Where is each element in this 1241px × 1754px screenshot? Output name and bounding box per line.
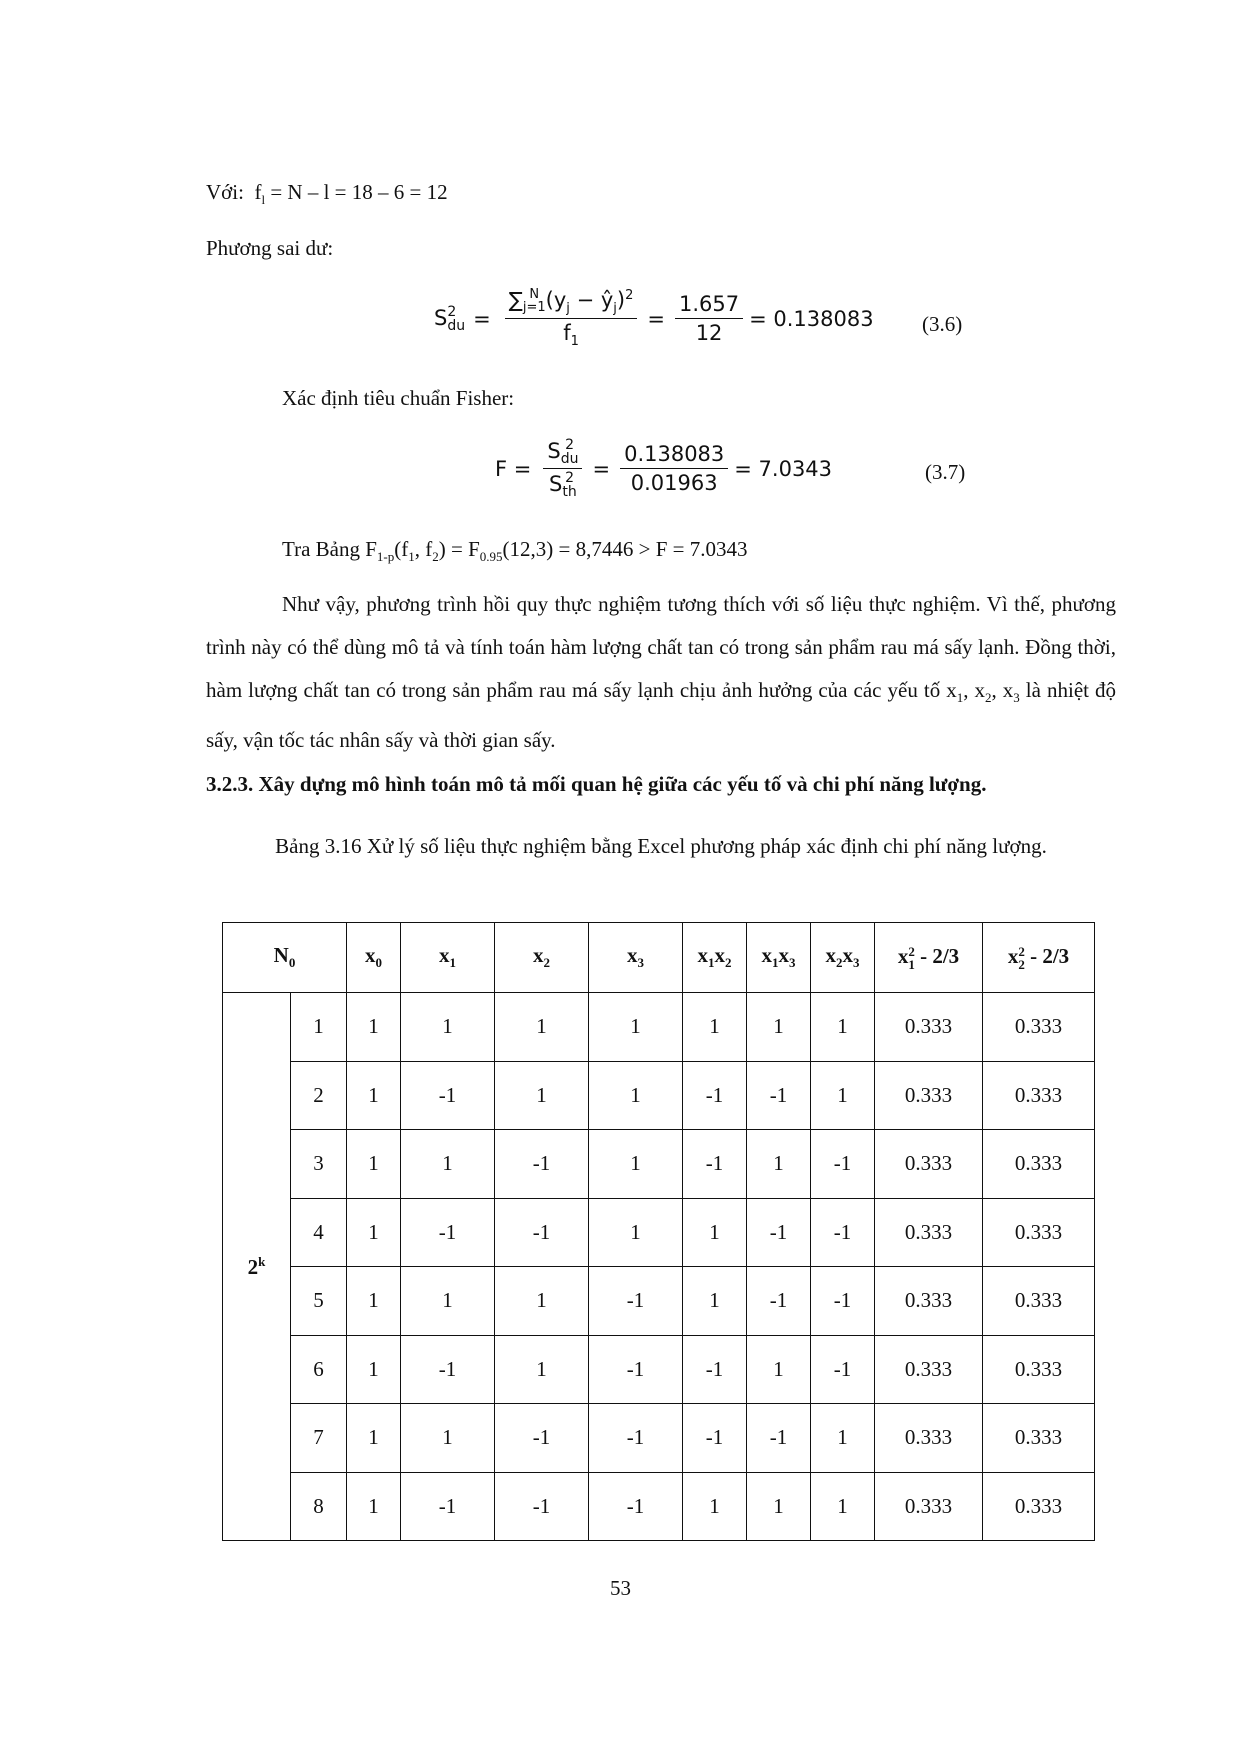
table-cell: 1 xyxy=(347,1198,401,1267)
table-cell: 1 xyxy=(347,1061,401,1130)
table-cell: 0.333 xyxy=(875,1198,983,1267)
degrees-of-freedom-line xyxy=(206,180,448,208)
table-cell: -1 xyxy=(401,1335,495,1404)
residual-variance-label: Phương sai dư: xyxy=(206,236,334,260)
table-cell: -1 xyxy=(683,1061,747,1130)
table-cell: -1 xyxy=(495,1404,589,1473)
with-rest: = N – l = 18 – 6 = 12 xyxy=(265,180,448,204)
table-cell: 0.333 xyxy=(875,1472,983,1541)
table-cell: 0.333 xyxy=(983,1335,1095,1404)
table-cell: -1 xyxy=(589,1472,683,1541)
header-x1-squared: x 2 1 - 2/3 xyxy=(875,923,983,993)
table-cell: 1 xyxy=(347,1472,401,1541)
table-cell: 1 xyxy=(495,993,589,1062)
eq36-fraction-values: $\frac{1.657}{12}$ xyxy=(675,292,743,345)
table-cell: -1 xyxy=(683,1335,747,1404)
header-x0: $x_0$ xyxy=(347,923,401,993)
table-cell: 0.333 xyxy=(983,1267,1095,1336)
table-cell: 1 xyxy=(811,1061,875,1130)
equation-3-6: S 2 du = ∑ N j=1 ($y_j$ − $ŷ_j)^2$ $f_1$ = $\frac{1.657}{12}$ = 0.138083 xyxy=(434,287,874,350)
table-cell: 5 xyxy=(291,1267,347,1336)
table-cell: 1 xyxy=(747,1472,811,1541)
table-cell: 0.333 xyxy=(875,1404,983,1473)
eq37-lhs: F = xyxy=(495,456,532,481)
table-cell: -1 xyxy=(495,1198,589,1267)
table-cell: 4 xyxy=(291,1198,347,1267)
table-cell: -1 xyxy=(811,1130,875,1199)
section-heading-3-2-3: 3.2.3. Xây dựng mô hình toán mô tả mối quan hệ giữa các yếu tố và chi phí năng lượng. xyxy=(206,772,987,796)
header-x1: $x_1$ xyxy=(401,923,495,993)
table-row xyxy=(223,1130,1095,1199)
with-formula: f xyxy=(254,180,262,204)
table-cell: 0.333 xyxy=(983,1472,1095,1541)
table-cell: 0.333 xyxy=(875,1335,983,1404)
table-cell: 1 xyxy=(683,1198,747,1267)
table-cell: 1 xyxy=(747,993,811,1062)
with-sub: l xyxy=(261,192,266,208)
table-cell: -1 xyxy=(747,1404,811,1473)
table-cell: -1 xyxy=(495,1472,589,1541)
table-cell: 1 xyxy=(347,1267,401,1336)
table-cell: 1 xyxy=(495,1267,589,1336)
table-row xyxy=(223,993,1095,1062)
table-cell: 1 xyxy=(347,993,401,1062)
table-row xyxy=(223,1404,1095,1473)
table-cell: 1 xyxy=(747,1335,811,1404)
table-cell: 1 xyxy=(401,1404,495,1473)
table-cell: 1 xyxy=(347,1404,401,1473)
equation-label-3-7: (3.7) xyxy=(925,460,966,484)
conclusion-paragraph: Như vậy, phương trình hồi quy thực nghiệm tương thích với số liệu thực nghiệm. Vì thế, phương trình này có thể dùng mô tả và tính toán hàm lượng chất tan có trong sản phẩm rau má sấy lạnh. Đồng thời, hàm lượng chất tan có trong sản phẩm rau má sấy lạnh chịu ảnh hưởng của các yếu tố $x_1$, $x_2$, $x_3$ là nhiệt độ sấy, vận tốc tác nhân sấy và thời gian sấy. xyxy=(206,592,1117,753)
table-cell: -1 xyxy=(589,1335,683,1404)
equation-3-7: F = S 2 du S 2 th = $\frac{0.138083}{0.01963}$ = 7.0343 xyxy=(495,437,833,500)
table-row xyxy=(223,1335,1095,1404)
table-cell: 2 xyxy=(291,1061,347,1130)
table-cell: 1 xyxy=(495,1335,589,1404)
table-cell: 0.333 xyxy=(983,1061,1095,1130)
table-cell: -1 xyxy=(683,1404,747,1473)
table-cell: -1 xyxy=(811,1267,875,1336)
table-cell: -1 xyxy=(401,1472,495,1541)
table-cell: -1 xyxy=(747,1267,811,1336)
table-cell: 7 xyxy=(291,1404,347,1473)
table-cell: 1 xyxy=(811,1404,875,1473)
experiment-data-table xyxy=(222,922,1095,1541)
table-header-row xyxy=(223,923,1095,993)
table-cell: 1 xyxy=(347,1335,401,1404)
table-cell: -1 xyxy=(683,1130,747,1199)
header-x2-squared: x 2 2 - 2/3 xyxy=(983,923,1095,993)
table-cell: 0.333 xyxy=(875,1130,983,1199)
table-cell: 1 xyxy=(291,993,347,1062)
table-cell: 1 xyxy=(401,1267,495,1336)
header-n0: $N_0$ xyxy=(223,923,347,993)
table-cell: 8 xyxy=(291,1472,347,1541)
table-cell: 1 xyxy=(401,1130,495,1199)
header-x2: $x_2$ xyxy=(495,923,589,993)
eq36-result: = 0.138083 xyxy=(749,306,874,331)
table-row xyxy=(223,1198,1095,1267)
eq36-fraction-main: ∑ N j=1 ($y_j$ − $ŷ_j)^2$ $f_1$ xyxy=(505,288,638,349)
table-caption: Bảng 3.16 Xử lý số liệu thực nghiệm bằng Excel phương pháp xác định chi phí năng lượng. xyxy=(275,834,1047,858)
page-number: 53 xyxy=(610,1576,631,1600)
header-x1x3: $x_1x_3$ xyxy=(747,923,811,993)
table-row xyxy=(223,1472,1095,1541)
table-row xyxy=(223,1061,1095,1130)
table-cell: 1 xyxy=(683,1472,747,1541)
table-cell: 1 xyxy=(811,1472,875,1541)
table-cell: 1 xyxy=(589,1198,683,1267)
table-cell: 1 xyxy=(401,993,495,1062)
table-cell: 0.333 xyxy=(875,1267,983,1336)
table-cell: 1 xyxy=(589,1061,683,1130)
table-cell: -1 xyxy=(811,1335,875,1404)
table-cell: -1 xyxy=(495,1130,589,1199)
table-cell: 6 xyxy=(291,1335,347,1404)
eq37-fraction-values: $\frac{0.138083}{0.01963}$ xyxy=(620,442,728,495)
equation-label-3-6: (3.6) xyxy=(922,312,963,336)
table-cell: 1 xyxy=(683,993,747,1062)
table-cell: -1 xyxy=(401,1198,495,1267)
table-cell: -1 xyxy=(747,1061,811,1130)
group-label-2k: 2$^k$ xyxy=(223,993,291,1541)
table-cell: -1 xyxy=(811,1198,875,1267)
header-x1x2: $x_1x_2$ xyxy=(683,923,747,993)
table-cell: -1 xyxy=(401,1061,495,1130)
table-cell: 1 xyxy=(747,1130,811,1199)
table-cell: 0.333 xyxy=(983,1404,1095,1473)
header-x2x3: $x_2x_3$ xyxy=(811,923,875,993)
table-row xyxy=(223,1267,1095,1336)
eq37-result: = 7.0343 xyxy=(734,456,833,481)
eq37-fraction-main: S 2 du S 2 th xyxy=(543,438,582,499)
table-cell: 1 xyxy=(589,993,683,1062)
table-cell: 0.333 xyxy=(983,993,1095,1062)
table-cell: 1 xyxy=(811,993,875,1062)
table-cell: 1 xyxy=(589,1130,683,1199)
table-cell: 0.333 xyxy=(983,1130,1095,1199)
with-prefix: Với: xyxy=(206,180,244,204)
table-cell: 1 xyxy=(683,1267,747,1336)
table-cell: 0.333 xyxy=(875,993,983,1062)
header-x3: $x_3$ xyxy=(589,923,683,993)
table-cell: 0.333 xyxy=(983,1198,1095,1267)
table-cell: -1 xyxy=(589,1404,683,1473)
fisher-criterion-label: Xác định tiêu chuẩn Fisher: xyxy=(282,386,515,410)
eq36-lhs: S 2 du xyxy=(434,303,466,334)
table-cell: 3 xyxy=(291,1130,347,1199)
table-cell: 0.333 xyxy=(875,1061,983,1130)
table-cell: 1 xyxy=(347,1130,401,1199)
table-cell: -1 xyxy=(589,1267,683,1336)
table-cell: -1 xyxy=(747,1198,811,1267)
table-cell: 1 xyxy=(495,1061,589,1130)
f-table-lookup-line: Tra Bảng $F_{1-p}(f_1$, $f_2) = F_{0.95}(12,3) = 8,7446 > F = 7.0343$ xyxy=(282,537,748,565)
